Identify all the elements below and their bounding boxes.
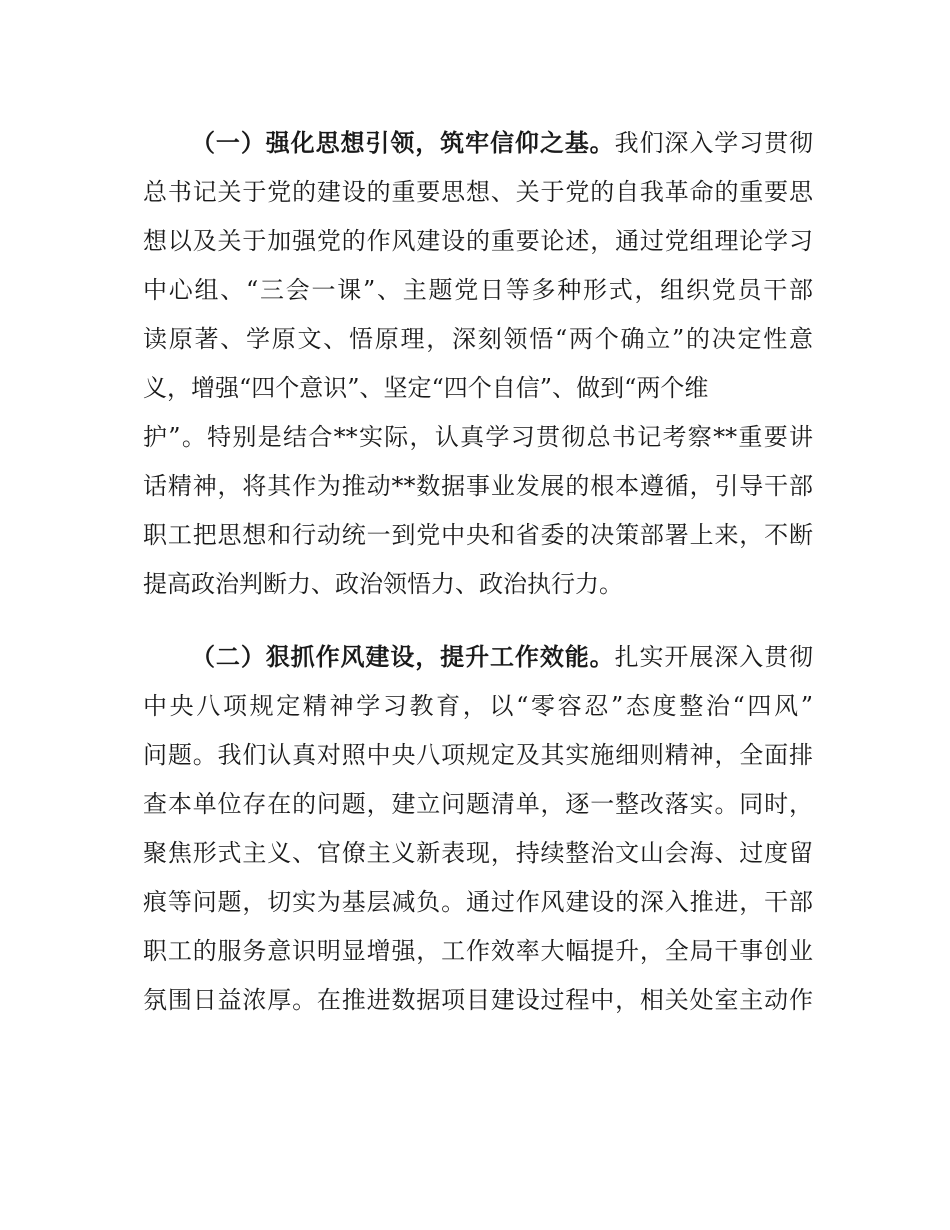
paragraph-1-line-2: 总书记关于党的建设的重要思想、关于党的自我革命的重要思 <box>143 178 813 206</box>
paragraph-1-line-1 <box>191 127 813 159</box>
paragraph-1-line-8: 话精神，将其作为推动**数据事业发展的根本遵循，引导干部 <box>143 472 813 500</box>
paragraph-1-line-7: 护”。特别是结合**实际，认真学习贯彻总书记考察**重要讲 <box>143 423 813 451</box>
paragraph-2-line-8: 氛围日益浓厚。在推进数据项目建设过程中，相关处室主动作 <box>143 986 813 1014</box>
paragraph-1-line-9: 职工把思想和行动统一到党中央和省委的决策部署上来，不断 <box>143 521 813 549</box>
paragraph-2-text: 扎实开展深入贯彻 <box>614 643 814 671</box>
paragraph-2-line-4: 查本单位存在的问题，建立问题清单，逐一整改落实。同时， <box>143 790 813 818</box>
paragraph-2-line-5: 聚焦形式主义、官僚主义新表现，持续整治文山会海、过度留 <box>143 839 813 867</box>
paragraph-2-line-6: 痕等问题，切实为基层减负。通过作风建设的深入推进，干部 <box>143 888 813 916</box>
paragraph-1-line-4: 中心组、“三会一课”、主题党日等多种形式，组织党员干部 <box>143 276 813 304</box>
paragraph-2-heading: （二）狠抓作风建设，提升工作效能。 <box>191 643 615 671</box>
paragraph-1-text: 我们深入学习贯彻 <box>614 129 814 157</box>
paragraph-1-heading: （一）强化思想引领，筑牢信仰之基。 <box>191 129 615 157</box>
paragraph-1-line-5: 读原著、学原文、悟原理，深刻领悟“两个确立”的决定性意 <box>143 325 813 353</box>
paragraph-2-line-1 <box>191 641 813 673</box>
paragraph-1-line-6: 义，增强“四个意识”、坚定“四个自信”、做到“两个维 <box>143 374 709 402</box>
paragraph-2-line-3: 问题。我们认真对照中央八项规定及其实施细则精神，全面排 <box>143 741 813 769</box>
paragraph-2-line-2: 中央八项规定精神学习教育，以“零容忍”态度整治“四风” <box>143 692 813 720</box>
paragraph-2-line-7: 职工的服务意识明显增强，工作效率大幅提升，全局干事创业 <box>143 937 813 965</box>
paragraph-1-line-10: 提高政治判断力、政治领悟力、政治执行力。 <box>143 570 623 598</box>
paragraph-1-line-3: 想以及关于加强党的作风建设的重要论述，通过党组理论学习 <box>143 227 813 255</box>
